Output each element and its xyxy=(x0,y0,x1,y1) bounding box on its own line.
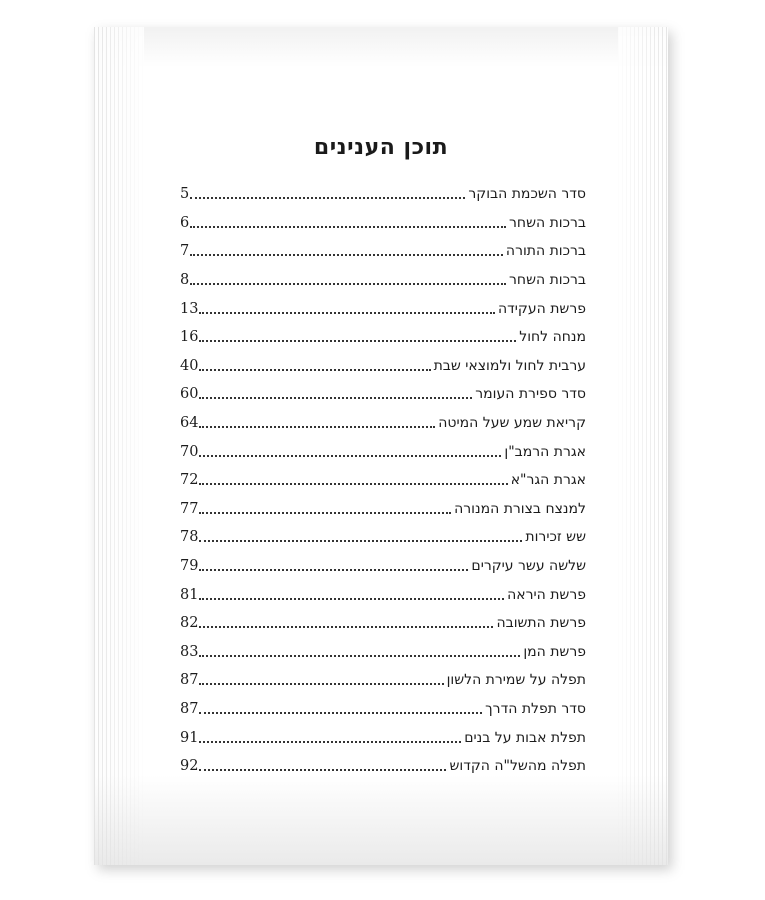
toc-entry-dot-leader xyxy=(199,741,461,743)
toc-entry-dot-leader xyxy=(190,226,506,228)
toc-entry-page-number: 87 xyxy=(180,672,199,689)
toc-entry-label: אגרת הגר"א xyxy=(510,472,586,489)
toc-entry[interactable] xyxy=(180,638,586,667)
toc-entry-dot-leader xyxy=(190,283,506,285)
page-bottom-shading xyxy=(94,775,668,865)
toc-entry[interactable] xyxy=(180,180,586,209)
toc-entry[interactable] xyxy=(180,209,586,238)
toc-entry[interactable] xyxy=(180,552,586,581)
toc-entry-page-number: 92 xyxy=(180,758,199,775)
toc-entry[interactable] xyxy=(180,723,586,752)
toc-entry-page-number: 79 xyxy=(180,558,199,575)
toc-entry-label: קריאת שמע שעל המיטה xyxy=(438,415,586,432)
toc-entry-page-number: 78 xyxy=(180,529,199,546)
toc-entry-dot-leader xyxy=(199,540,522,542)
toc-entry[interactable] xyxy=(180,409,586,438)
toc-entry[interactable] xyxy=(180,466,586,495)
toc-entry-label: תפלה מהשל"ה הקדוש xyxy=(449,758,586,775)
toc-entry[interactable] xyxy=(180,752,586,781)
toc-entry-page-number: 77 xyxy=(180,500,199,517)
book-page xyxy=(94,27,668,865)
toc-entry-label: למנצח בצורת המנורה xyxy=(454,500,586,517)
toc-entry-page-number: 70 xyxy=(180,443,199,460)
toc-entry[interactable] xyxy=(180,352,586,381)
toc-entry[interactable] xyxy=(180,380,586,409)
toc-entry-dot-leader xyxy=(199,397,472,399)
toc-entry-dot-leader xyxy=(199,712,482,714)
toc-entry-label: סדר השכמת הבוקר xyxy=(468,186,586,203)
toc-entry-label: מנחה לחול xyxy=(519,329,586,346)
toc-entry-dot-leader xyxy=(199,655,520,657)
toc-entry[interactable] xyxy=(180,437,586,466)
toc-entry-dot-leader xyxy=(199,312,495,314)
toc-entry-page-number: 8 xyxy=(180,272,190,289)
toc-entry-label: שלשה עשר עיקרים xyxy=(471,558,586,575)
toc-entry-dot-leader xyxy=(199,598,504,600)
toc-entry-label: סדר תפלת הדרך xyxy=(485,700,586,717)
toc-entry-label: פרשת העקידה xyxy=(498,300,586,317)
toc-entry-label: אגרת הרמב"ן xyxy=(504,443,586,460)
toc-entry[interactable] xyxy=(180,495,586,524)
toc-entry-page-number: 83 xyxy=(180,643,199,660)
toc-entry-dot-leader xyxy=(199,426,435,428)
toc-entry-page-number: 40 xyxy=(180,357,199,374)
toc-entry-dot-leader xyxy=(199,683,443,685)
toc-entry-label: ערבית לחול ולמוצאי שבת xyxy=(433,357,586,374)
toc-entry-dot-leader xyxy=(199,369,430,371)
toc-entry[interactable] xyxy=(180,266,586,295)
toc-entry[interactable] xyxy=(180,237,586,266)
toc-entry-dot-leader xyxy=(199,569,468,571)
toc-entry-label: תפלת אבות על בנים xyxy=(464,729,586,746)
page-top-shading xyxy=(94,27,668,67)
toc-entry-page-number: 87 xyxy=(180,700,199,717)
toc-entry-page-number: 81 xyxy=(180,586,199,603)
toc-entry-label: פרשת התשובה xyxy=(496,615,586,632)
toc-entry-label: סדר ספירת העומר xyxy=(475,386,586,403)
toc-entry[interactable] xyxy=(180,695,586,724)
toc-entry-label: ברכות השחר xyxy=(509,272,586,289)
toc-entry[interactable] xyxy=(180,609,586,638)
toc-entry-dot-leader xyxy=(199,483,507,485)
toc-entry-page-number: 13 xyxy=(180,300,199,317)
toc-entry-page-number: 82 xyxy=(180,615,199,632)
toc-entry-dot-leader xyxy=(199,512,451,514)
toc-entry-label: ברכות השחר xyxy=(509,214,586,231)
toc-entry-dot-leader xyxy=(190,197,465,199)
toc-entry-page-number: 16 xyxy=(180,329,199,346)
toc-entry-label: ברכות התורה xyxy=(505,243,586,260)
toc-entry-dot-leader xyxy=(199,340,516,342)
toc-title: תוכן הענינים xyxy=(313,135,449,160)
toc-entry-label: פרשת היראה xyxy=(507,586,586,603)
toc-entry[interactable] xyxy=(180,323,586,352)
toc-entry-page-number: 64 xyxy=(180,415,199,432)
toc-entry[interactable] xyxy=(180,580,586,609)
toc-entry[interactable] xyxy=(180,666,586,695)
toc-list xyxy=(180,180,586,780)
toc-entry-page-number: 91 xyxy=(180,729,199,746)
toc-entry-label: פרשת המן xyxy=(523,643,586,660)
toc-entry-dot-leader xyxy=(199,455,501,457)
toc-entry-dot-leader xyxy=(190,254,503,256)
toc-entry-page-number: 7 xyxy=(180,243,190,260)
toc-entry-page-number: 72 xyxy=(180,472,199,489)
toc-entry-page-number: 6 xyxy=(180,214,190,231)
toc-entry-dot-leader xyxy=(199,769,446,771)
toc-entry[interactable] xyxy=(180,294,586,323)
toc-entry[interactable] xyxy=(180,523,586,552)
toc-entry-page-number: 60 xyxy=(180,386,199,403)
toc-entry-label: תפלה על שמירת הלשון xyxy=(446,672,586,689)
toc-entry-label: שש זכירות xyxy=(525,529,586,546)
toc-entry-page-number: 5 xyxy=(180,186,190,203)
toc-entry-dot-leader xyxy=(199,626,493,628)
